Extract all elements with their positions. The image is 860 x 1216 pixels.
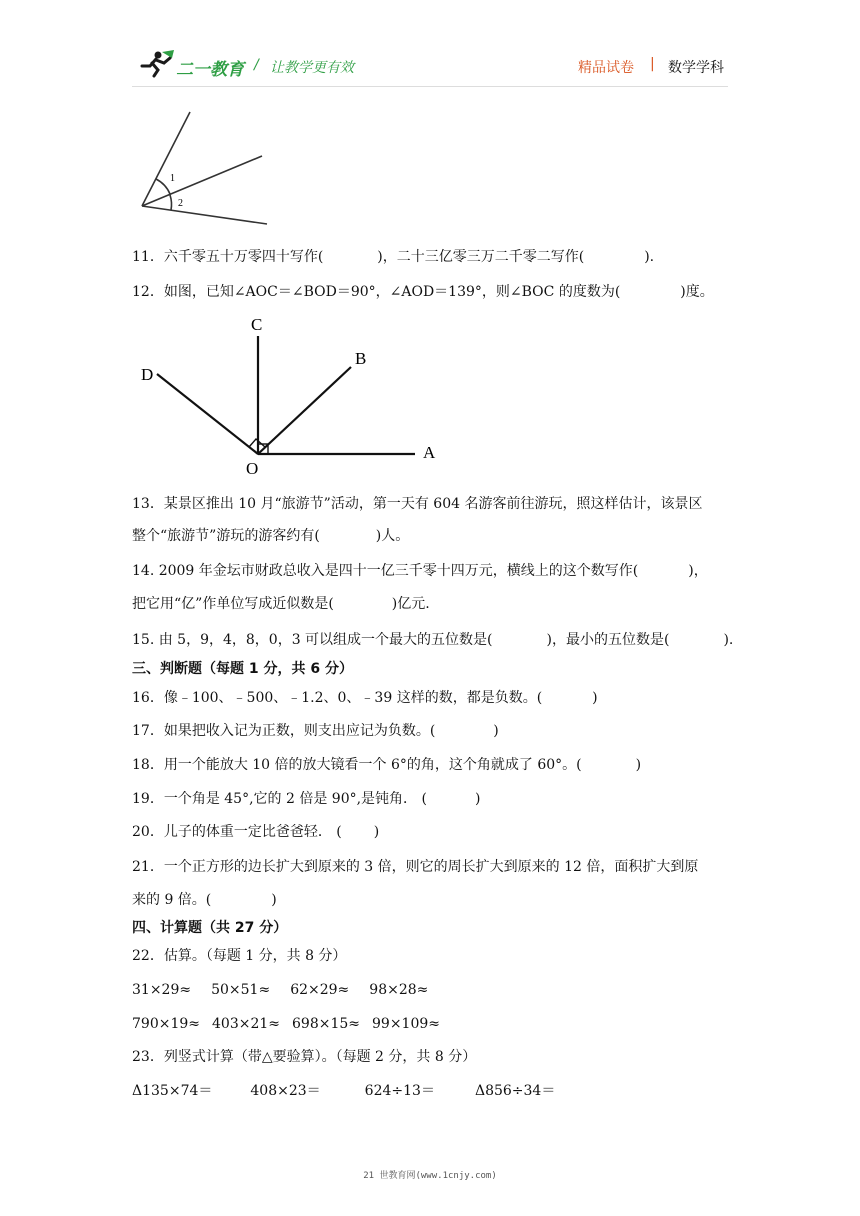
question-19: [132, 789, 480, 809]
question-20: [132, 822, 379, 842]
question-21-line-2: [132, 890, 277, 910]
calc-item: Δ856÷34＝: [474, 1083, 556, 1099]
point-label-d: D: [141, 365, 154, 384]
logo-text: 二一教育: [176, 60, 244, 80]
q14-text-2a: 把它用“亿”作单位写成近似数是(: [132, 596, 334, 612]
q19-text-a: 19．一个角是 45°,它的 2 倍是 90°,是钝角． (: [132, 791, 427, 807]
q20-text-b: ): [373, 824, 380, 840]
question-15: [132, 630, 733, 650]
q22-title: 22．估算。（每题 1 分，共 8 分）: [132, 948, 347, 964]
q19-text-b: ): [474, 791, 481, 807]
q14-text-1b: )，: [688, 563, 708, 579]
estimate-item: 790×19≈: [132, 1016, 200, 1032]
header: [0, 0, 860, 90]
q21-text-2b: ): [271, 892, 277, 908]
q23-title: 23．列竖式计算（带△要验算）。（每题 2 分，共 8 分）: [132, 1049, 477, 1065]
question-13-line-2: [132, 526, 409, 546]
point-label-a: A: [423, 443, 436, 462]
estimate-item: 99×109≈: [372, 1016, 440, 1032]
q15-text-a: 15. 由 5，9，4，8，0，3 可以组成一个最大的五位数是(: [132, 632, 493, 648]
estimate-item: 62×29≈: [290, 982, 350, 998]
question-12: [132, 282, 714, 302]
question-22-title: [132, 946, 346, 966]
point-label-b: B: [355, 349, 367, 368]
header-subject-label: 数学学科: [668, 60, 724, 76]
header-divider: |: [650, 56, 655, 72]
angle-figure-2: [135, 312, 455, 477]
q13-text-1: 13．某景区推出 10 月“旅游节”活动，第一天有 604 名游客前往游玩，照这样估计，该景区: [132, 496, 703, 512]
estimate-item: 31×29≈: [132, 982, 192, 998]
q13-text-2a: 整个“旅游节”游玩的游客约有(: [132, 528, 320, 544]
q11-text-c: ).: [644, 249, 655, 265]
estimate-item: 50×51≈: [211, 982, 271, 998]
q16-text-a: 16．像﹣100、﹣500、﹣1.2、0、﹣39 这样的数，都是负数。(: [132, 690, 543, 706]
q17-text-b: ): [493, 723, 499, 739]
section-3-heading: 三、判断题（每题 1 分，共 6 分）: [132, 661, 353, 677]
angle-label-2: 2: [178, 198, 183, 209]
q13-text-2b: )人。: [375, 528, 410, 544]
calc-item: 624÷13＝: [364, 1083, 435, 1099]
q16-text-b: ): [592, 690, 598, 706]
q14-text-1a: 14. 2009 年金坛市财政总收入是四十一亿三千零十四万元，横线上的这个数写作(: [132, 563, 639, 579]
header-slogan: 让教学更有效: [270, 60, 354, 76]
section-4-heading: 四、计算题（共 27 分）: [132, 920, 288, 936]
q11-text-b: )，二十三亿零三万二千零二写作(: [377, 249, 585, 265]
q11-text-a: 11．六千零五十万零四十写作(: [132, 249, 324, 265]
calc-item: Δ135×74＝: [132, 1083, 213, 1099]
question-18: [132, 755, 641, 775]
question-22-row-1: [132, 980, 428, 1000]
q18-text-a: 18．用一个能放大 10 倍的放大镜看一个 6°的角，这个角就成了 60°。(: [132, 757, 582, 773]
q20-text-a: 20．儿子的体重一定比爸爸轻． (: [132, 824, 342, 840]
q12-text-a: 12．如图，已知∠AOC＝∠BOD＝90°，∠AOD＝139°，则∠BOC 的度数为(: [132, 284, 621, 300]
question-14-line-1: [132, 561, 708, 581]
q15-text-c: ).: [723, 632, 734, 648]
question-23-title: [132, 1047, 476, 1067]
estimate-item: 98×28≈: [369, 982, 429, 998]
q21-text-1: 21．一个正方形的边长扩大到原来的 3 倍，则它的周长扩大到原来的 12 倍，面积扩大到原: [132, 859, 699, 875]
question-21-line-1: [132, 857, 698, 877]
calc-item: 408×23＝: [250, 1083, 321, 1099]
question-17: [132, 721, 499, 741]
q21-text-2a: 来的 9 倍。(: [132, 892, 212, 908]
header-rule: [132, 86, 728, 87]
question-11: [132, 247, 654, 267]
q17-text-a: 17．如果把收入记为正数，则支出应记为负数。(: [132, 723, 436, 739]
estimate-item: 403×21≈: [212, 1016, 280, 1032]
q12-text-b: )度。: [680, 284, 714, 300]
angle-label-1: 1: [170, 173, 175, 184]
estimate-item: 698×15≈: [292, 1016, 360, 1032]
footer-source: 21 世教育网(www.1cnjy.com): [363, 1171, 497, 1181]
angle-figure-1: [130, 108, 280, 228]
header-exam-label: 精品试卷: [578, 60, 634, 76]
point-label-o: O: [246, 459, 259, 477]
q18-text-b: ): [635, 757, 642, 773]
question-22-row-2: [132, 1014, 440, 1034]
header-slash: /: [254, 57, 259, 73]
point-label-c: C: [251, 315, 263, 334]
q14-text-2b: )亿元.: [391, 596, 430, 612]
q15-text-b: )，最小的五位数是(: [546, 632, 670, 648]
question-14-line-2: [132, 594, 430, 614]
question-13-line-1: [132, 494, 702, 514]
question-16: [132, 688, 598, 708]
runner-logo-icon: [136, 50, 176, 78]
question-23-items: [132, 1081, 555, 1101]
